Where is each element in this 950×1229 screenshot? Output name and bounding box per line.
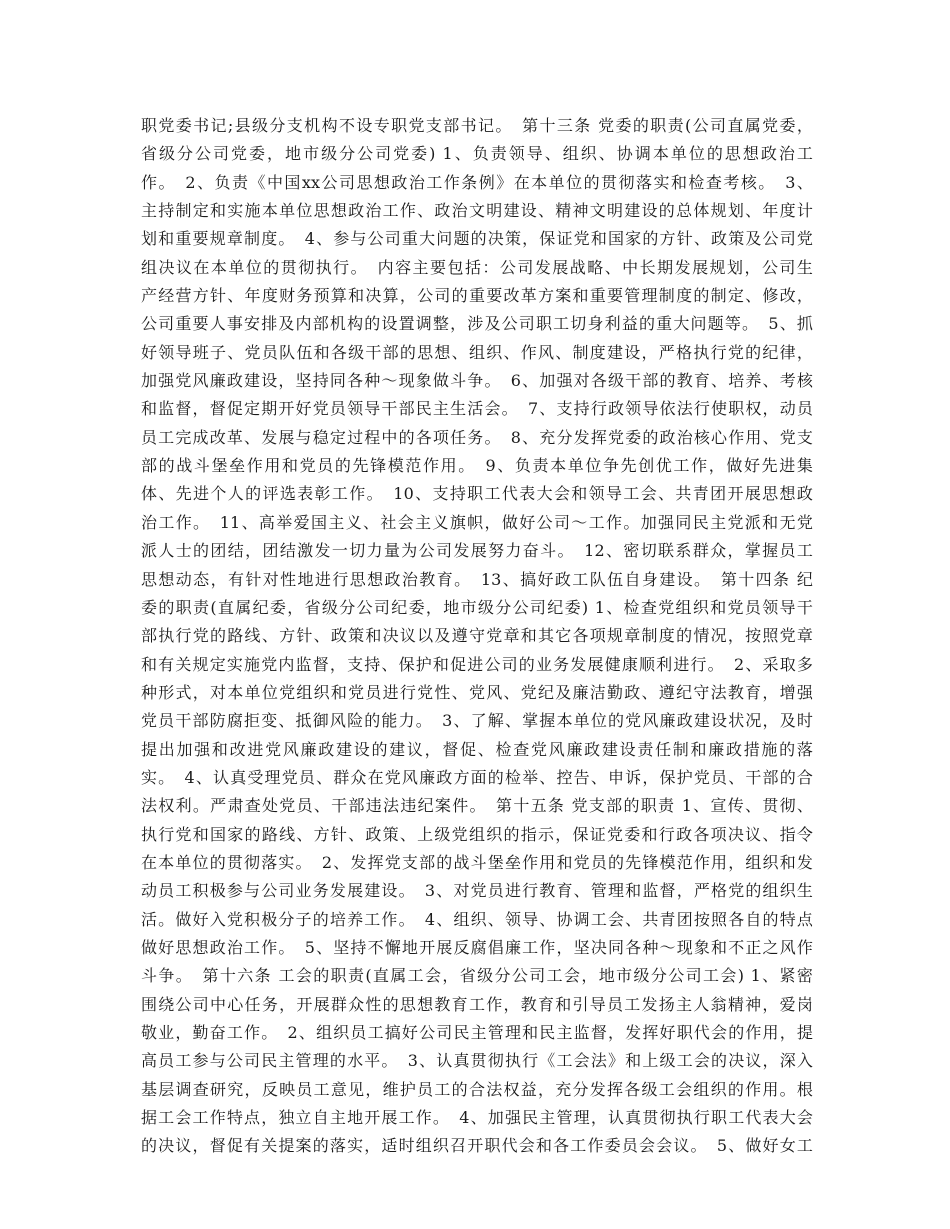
text-line: 思想动态，有针对性地进行思想政治教育。 13、搞好政工队伍自身建设。 第十四条 纪 [141,569,813,589]
text-line: 活。做好入党积极分子的培养工作。 4、组织、领导、协调工会、共青团按照各自的特点 [141,909,813,929]
text-line: 高员工参与公司民主管理的水平。 3、认真贯彻执行《工会法》和上级工会的决议，深入 [141,1051,813,1071]
text-line: 和监督，督促定期开好党员领导干部民主生活会。 7、支持行政领导依法行使职权，动员 [141,399,813,419]
text-line: 主持制定和实施本单位思想政治工作、政治文明建设、精神文明建设的总体规划、年度计 [141,201,813,221]
text-line: 执行党和国家的路线、方针、政策、上级党组织的指示，保证党委和行政各项决议、指令 [141,824,813,844]
text-line: 职党委书记;县级分支机构不设专职党支部书记。 第十三条 党委的职责(公司直属党委， [141,116,813,135]
text-line: 据工会工作特点，独立自主地开展工作。 4、加强民主管理，认真贯彻执行职工代表大会 [141,1108,813,1128]
text-line: 党员干部防腐拒变、抵御风险的能力。 3、了解、掌握本单位的党风廉政建设状况，及时 [141,711,813,731]
text-line: 划和重要规章制度。 4、参与公司重大问题的决策，保证党和国家的方针、政策及公司党 [141,229,813,249]
text-line: 公司重要人事安排及内部机构的设置调整，涉及公司职工切身利益的重大问题等。 5、抓 [141,314,813,334]
text-line: 部的战斗堡垒作用和党员的先锋模范作用。 9、负责本单位争先创优工作，做好先进集 [141,456,813,476]
text-line: 员工完成改革、发展与稳定过程中的各项任务。 8、充分发挥党委的政治核心作用、党支 [141,427,813,447]
text-line: 做好思想政治工作。 5、坚持不懈地开展反腐倡廉工作，坚决同各种～现象和不正之风作 [141,937,813,957]
text-line: 法权利。严肃查处党员、干部违法违纪案件。 第十五条 党支部的职责 1、宣传、贯彻、 [141,796,813,816]
text-line: 产经营方针、年度财务预算和决算，公司的重要改革方案和重要管理制度的制定、修改， [141,286,813,306]
text-line: 的决议，督促有关提案的落实，适时组织召开职代会和各工作委员会会议。 5、做好女工 [141,1136,813,1156]
text-line: 委的职责(直属纪委，省级分公司纪委，地市级分公司纪委) 1、检查党组织和党员领导干 [141,597,813,617]
text-line: 敬业，勤奋工作。 2、组织员工搞好公司民主管理和民主监督，发挥好职代会的作用，提 [141,1023,813,1042]
text-line: 省级分公司党委，地市级分公司党委) 1、负责领导、组织、协调本单位的思想政治工 [141,144,813,164]
text-line: 提出加强和改进党风廉政建设的建议，督促、检查党风廉政建设责任制和廉政措施的落 [141,739,813,759]
text-line: 动员工积极参与公司业务发展建设。 3、对党员进行教育、管理和监督，严格党的组织生 [141,881,813,901]
document-body [141,112,813,1161]
text-line: 种形式，对本单位党组织和党员进行党性、党风、党纪及廉洁勤政、遵纪守法教育，增强 [141,682,813,702]
text-line: 体、先进个人的评选表彰工作。 10、支持职工代表大会和领导工会、共青团开展思想政 [141,484,813,504]
text-line: 部执行党的路线、方针、政策和决议以及遵守党章和其它各项规章制度的情况，按照党章 [141,626,813,646]
text-line: 斗争。 第十六条 工会的职责(直属工会，省级分公司工会，地市级分公司工会) 1、紧密 [141,966,813,986]
text-line: 加强党风廉政建设，坚持同各种～现象做斗争。 6、加强对各级干部的教育、培养、考核 [141,371,813,391]
text-line: 在本单位的贯彻落实。 2、发挥党支部的战斗堡垒作用和党员的先锋模范作用，组织和发 [141,852,813,872]
text-line: 围绕公司中心任务，开展群众性的思想教育工作，教育和引导员工发扬主人翁精神，爱岗 [141,994,813,1014]
text-line: 派人士的团结，团结激发一切力量为公司发展努力奋斗。 12、密切联系群众，掌握员工 [141,541,813,561]
text-line: 和有关规定实施党内监督，支持、保护和促进公司的业务发展健康顺利进行。 2、采取多 [141,654,813,674]
text-line: 实。 4、认真受理党员、群众在党风廉政方面的检举、控告、申诉，保护党员、干部的合 [141,767,813,787]
text-line: 作。 2、负责《中国xx公司思想政治工作条例》在本单位的贯彻落实和检查考核。 3、 [141,172,813,192]
text-line: 基层调查研究，反映员工意见，维护员工的合法权益，充分发挥各级工会组织的作用。根 [141,1079,813,1099]
text-line: 组决议在本单位的贯彻执行。 内容主要包括：公司发展战略、中长期发展规划，公司生 [141,257,813,277]
text-line: 治工作。 11、高举爱国主义、社会主义旗帜，做好公司～工作。加强同民主党派和无党 [141,512,813,532]
text-line: 好领导班子、党员队伍和各级干部的思想、组织、作风、制度建设，严格执行党的纪律， [141,342,813,362]
